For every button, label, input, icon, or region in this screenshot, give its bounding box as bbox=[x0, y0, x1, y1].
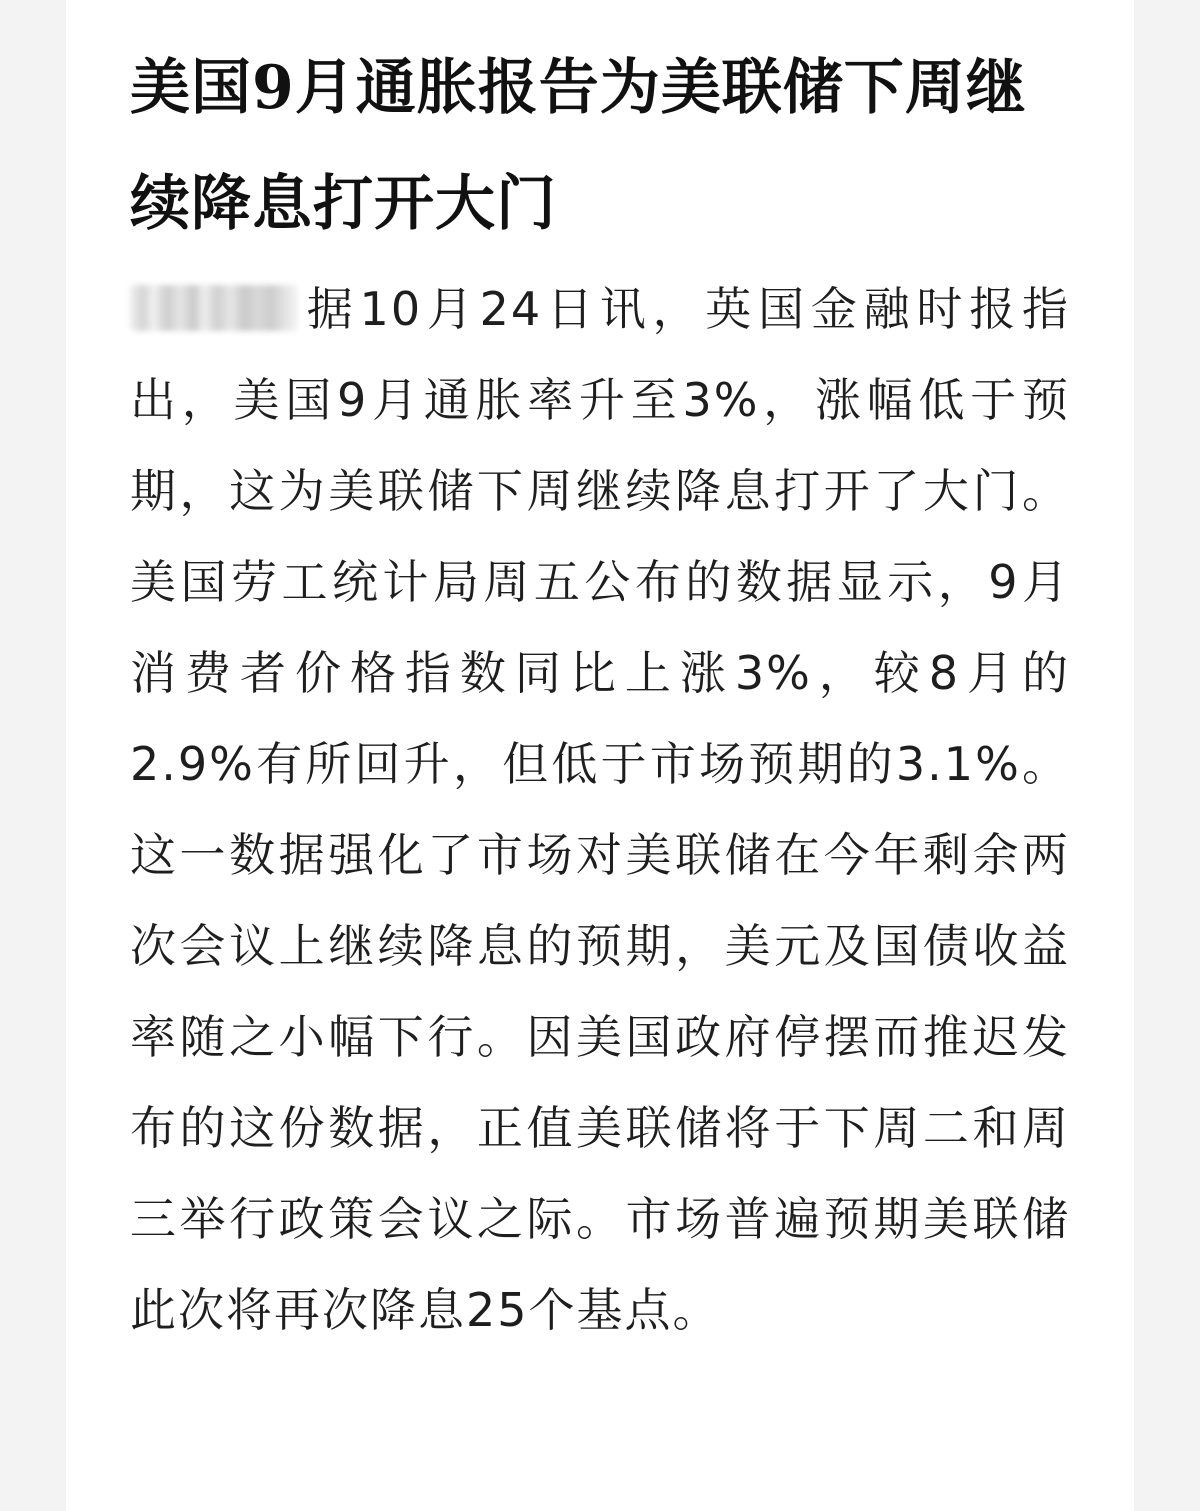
article-body-text: 据10月24日讯，英国金融时报指出，美国9月通胀率升至3%，涨幅低于预期，这为美联储下周继续降息打开了大门。美国劳工统计局周五公布的数据显示，9月消费者价格指数同比上涨3%，较8月的2.9%有所回升，但低于市场预期的3.1%。这一数据强化了市场对美联储在今年剩余两次会议上继续降息的预期，美元及国债收益率随之小幅下行。因美国政府停摆而推迟发布的这份数据，正值美联储将于下周二和周三举行政策会议之际。市场普遍预期美联储此次将再次降息25个基点。 bbox=[130, 282, 1070, 1337]
article-page bbox=[66, 0, 1134, 1511]
article-body bbox=[130, 264, 1070, 1356]
article-title: 美国9月通胀报告为美联储下周继续降息打开大门 bbox=[130, 53, 1027, 239]
article-content bbox=[130, 30, 1070, 1356]
blurred-source-name bbox=[130, 285, 298, 331]
